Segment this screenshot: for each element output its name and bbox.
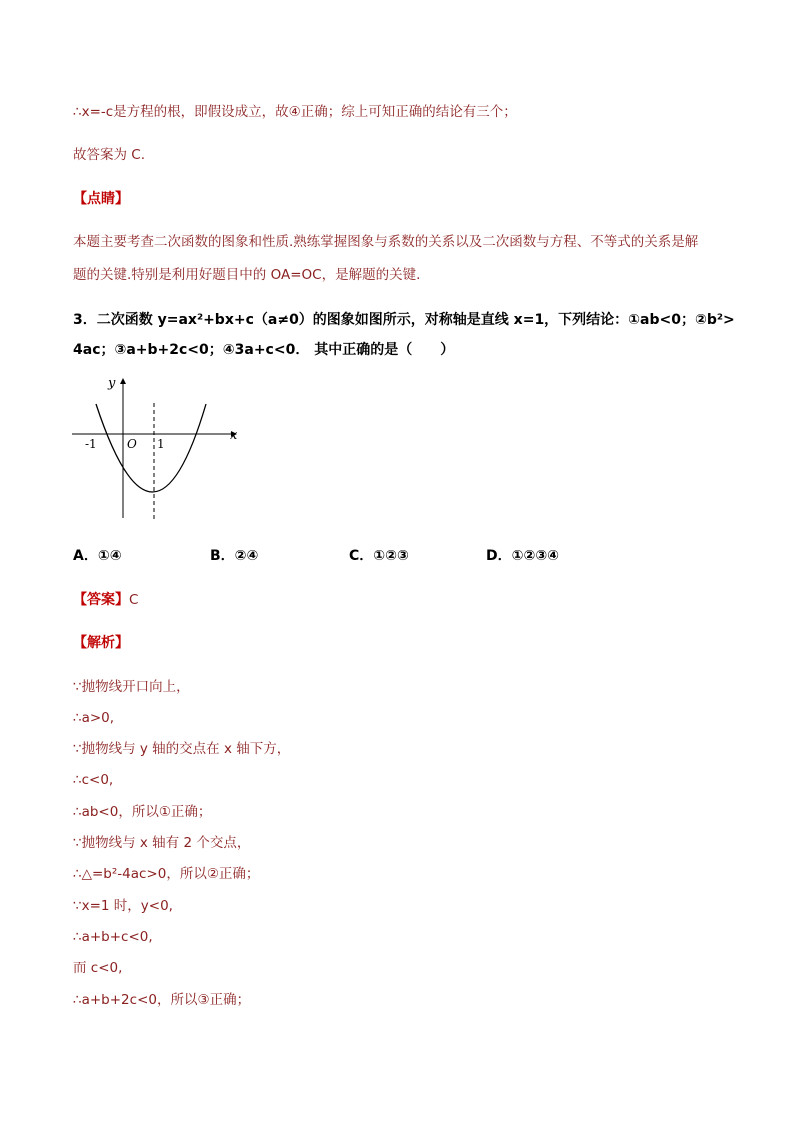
previous-solution-line: ∴x=-c是方程的根，即假设成立，故④正确；综上可知正确的结论有三个；	[73, 104, 517, 120]
origin-label: O	[127, 437, 137, 451]
option-a: A．①④	[73, 548, 122, 564]
option-b: B．②④	[210, 548, 259, 564]
answer-row	[73, 590, 138, 610]
comment-paragraph-line-2: 题的关键.特别是利用好题目中的 OA=OC，是解题的关键.	[73, 267, 421, 283]
analysis-line: ∴ab<0，所以①正确；	[73, 804, 212, 820]
option-d: D．①②③④	[486, 548, 560, 564]
x-axis-label: x	[230, 428, 238, 443]
analysis-heading: 【解析】	[73, 635, 129, 651]
analysis-line: ∴a+b+2c<0，所以③正确；	[73, 992, 251, 1008]
parabola-curve	[96, 404, 206, 492]
question-line-2: 4ac；③a+b+2c<0；④3a+c<0． 其中正确的是（ ）	[73, 342, 455, 358]
analysis-line: ∵抛物线与 x 轴有 2 个交点，	[73, 835, 251, 851]
parabola-graph	[68, 373, 248, 523]
analysis-line: ∵抛物线开口向上，	[73, 679, 190, 695]
option-c: C．①②③	[349, 548, 409, 564]
analysis-line: ∴c<0,	[73, 772, 114, 788]
comment-heading: 【点睛】	[73, 191, 129, 207]
tick-label-1: 1	[157, 437, 165, 451]
y-axis-label: y	[108, 376, 116, 391]
question-line-1: 3．二次函数 y=ax²+bx+c（a≠0）的图象如图所示，对称轴是直线 x=1，下列结论：①ab<0；②b²>	[73, 312, 735, 328]
analysis-line: 而 c<0,	[73, 960, 123, 976]
previous-answer-line: 故答案为 C.	[73, 147, 146, 163]
answer-value: C	[129, 592, 139, 608]
comment-paragraph-line-1: 本题主要考查二次函数的图象和性质.熟练掌握图象与系数的关系以及二次函数与方程、不等式的关系是解	[73, 234, 699, 250]
analysis-line: ∴a+b+c<0,	[73, 929, 153, 945]
analysis-line: ∵x=1 时，y<0,	[73, 898, 173, 914]
analysis-line: ∴a>0,	[73, 710, 115, 726]
tick-label-neg1: -1	[85, 437, 97, 451]
analysis-line: ∵抛物线与 y 轴的交点在 x 轴下方，	[73, 741, 291, 757]
analysis-line: ∴△=b²-4ac>0，所以②正确；	[73, 866, 260, 882]
answer-heading: 【答案】	[73, 592, 129, 608]
